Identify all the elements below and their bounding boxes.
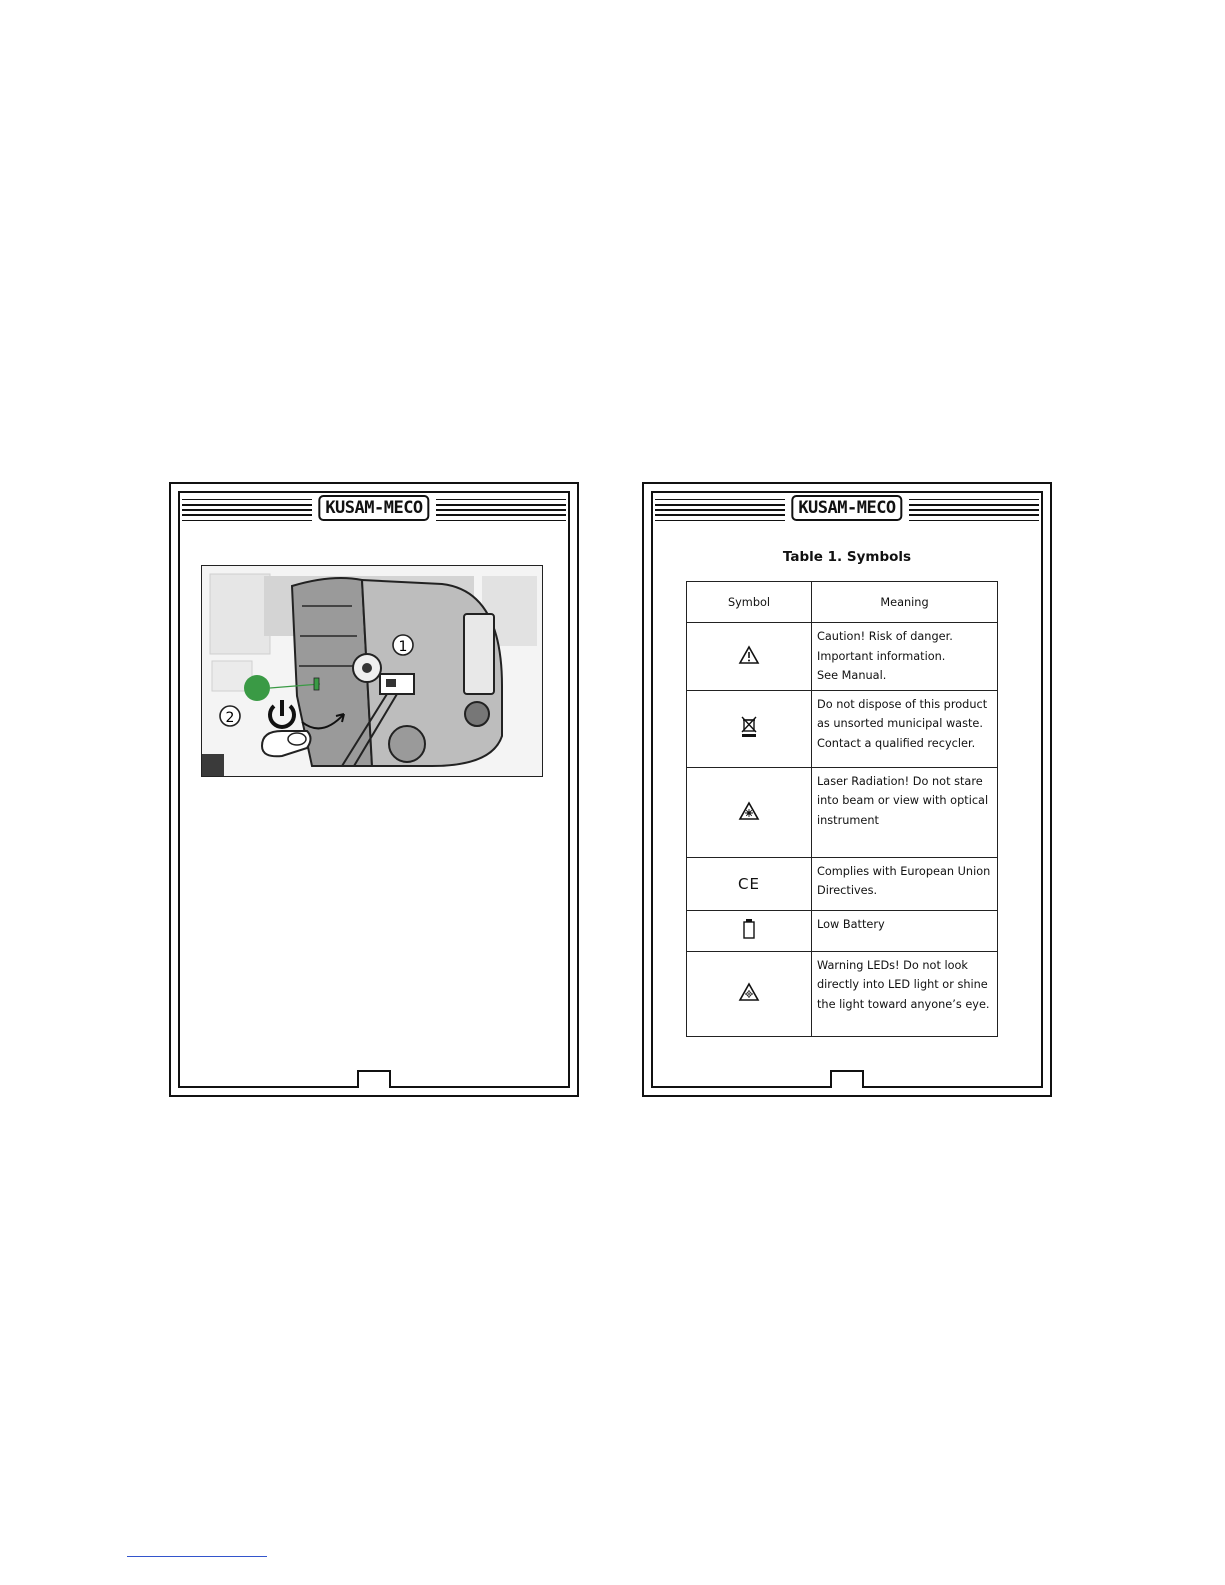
laser-warning-icon [738, 801, 760, 821]
page-header [653, 495, 1041, 529]
meaning-cell: Low Battery [812, 910, 998, 951]
manual-page-left [169, 482, 579, 1097]
symbol-cell [687, 857, 812, 910]
brand-logo: KUSAM-MECO [791, 495, 902, 521]
table-row [687, 910, 998, 951]
header-lines-right [909, 499, 1039, 521]
symbol-cell [687, 690, 812, 767]
manual-page-right [642, 482, 1052, 1097]
header-lines-left [655, 499, 785, 521]
led-warning-icon [738, 982, 760, 1002]
table-row [687, 951, 998, 1036]
footer-link-underline [127, 1556, 267, 1557]
green-led-indicator [244, 675, 270, 701]
column-header-meaning: Meaning [812, 582, 998, 623]
symbol-cell [687, 910, 812, 951]
brand-logo: KUSAM-MECO [318, 495, 429, 521]
symbols-table [686, 581, 998, 1037]
symbol-cell [687, 767, 812, 857]
table-title: Table 1. Symbols [782, 549, 912, 565]
meaning-cell: Warning LEDs! Do not look directly into LED light or shine the light toward anyone’s eye. [812, 951, 998, 1036]
meaning-cell: Do not dispose of this product as unsorted municipal waste. Contact a qualified recycler. [812, 690, 998, 767]
battery-icon [742, 918, 756, 940]
ce-mark-icon: CE [738, 874, 760, 893]
table-row [687, 623, 998, 691]
table-header-row [687, 582, 998, 623]
header-lines-right [436, 499, 566, 521]
symbol-cell [687, 951, 812, 1036]
page-number-tab-right [830, 1070, 864, 1088]
crossed-bin-icon [739, 715, 759, 739]
table-row [687, 857, 998, 910]
page-header [180, 495, 568, 529]
meaning-cell: Laser Radiation! Do not stare into beam or view with optical instrument [812, 767, 998, 857]
page-inner-border [651, 491, 1043, 1088]
svg-text:2: 2 [225, 710, 235, 726]
meaning-cell: Caution! Risk of danger. Important information. See Manual. [812, 623, 998, 691]
symbol-cell [687, 623, 812, 691]
meaning-cell: Complies with European Union Directives. [812, 857, 998, 910]
warning-triangle-icon [738, 645, 760, 665]
device-illustration [201, 565, 543, 777]
table-row [687, 690, 998, 767]
header-lines-left [182, 499, 312, 521]
svg-text:1: 1 [398, 639, 408, 655]
table-row [687, 767, 998, 857]
page-inner-border [178, 491, 570, 1088]
column-header-symbol: Symbol [687, 582, 812, 623]
page-number-tab-left [357, 1070, 391, 1088]
